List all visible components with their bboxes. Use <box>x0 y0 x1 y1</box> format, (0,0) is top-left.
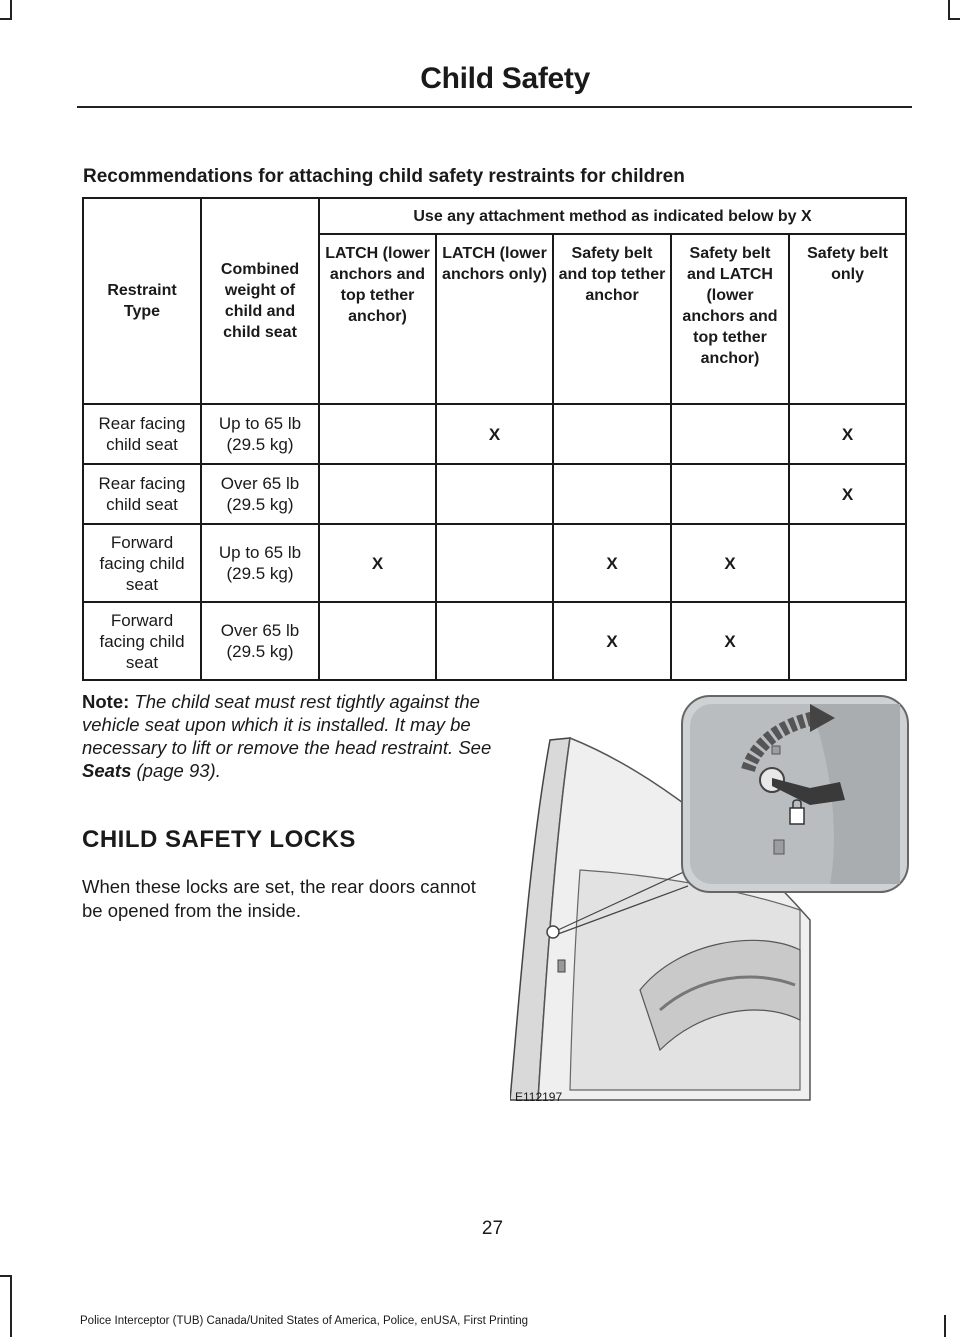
col-header-method: Safety belt and LATCH (lower anchors and top tether anchor) <box>671 234 789 404</box>
method-mark-cell <box>671 404 789 464</box>
crop-mark <box>944 1315 946 1337</box>
body-paragraph: When these locks are set, the rear doors cannot be opened from the inside. <box>82 876 476 921</box>
method-mark-cell: X <box>789 404 906 464</box>
section-heading: CHILD SAFETY LOCKS <box>82 826 356 853</box>
restraint-type-cell: Rear facing child seat <box>83 464 201 524</box>
method-mark-cell <box>319 464 436 524</box>
table-caption: Recommendations for attaching child safety restraints for children <box>83 166 685 187</box>
seats-reference-link[interactable]: Seats <box>82 760 132 781</box>
crop-mark <box>0 1275 12 1277</box>
col-header-method: LATCH (lower anchors and top tether anchor) <box>319 234 436 404</box>
col-header-method: Safety belt only <box>789 234 906 404</box>
restraint-type-cell: Forward facing child seat <box>83 524 201 602</box>
note-page-reference: (page 93). <box>136 760 221 781</box>
method-mark-cell <box>553 464 671 524</box>
table-row <box>83 404 906 464</box>
col-header-combined-weight: Combined weight of child and child seat <box>201 198 319 404</box>
method-mark-cell: X <box>789 464 906 524</box>
method-mark-cell <box>319 404 436 464</box>
crop-mark <box>948 18 960 20</box>
crop-mark <box>948 0 950 18</box>
page-number: 27 <box>481 1218 504 1239</box>
col-header-method: Safety belt and top tether anchor <box>553 234 671 404</box>
note-label: Note: <box>82 691 130 712</box>
table-row <box>83 464 906 524</box>
child-safety-lock-illustration <box>510 690 910 1110</box>
page-title: Child Safety <box>420 62 590 95</box>
col-header-restraint-type: Restraint Type <box>83 198 201 404</box>
method-mark-cell: X <box>436 404 553 464</box>
table-row <box>83 602 906 680</box>
col-header-attachment-group: Use any attachment method as indicated below by X <box>319 198 906 234</box>
restraint-table <box>82 197 907 681</box>
method-mark-cell: X <box>671 524 789 602</box>
footer-text: Police Interceptor (TUB) Canada/United States of America, Police, enUSA, First Printing <box>80 1315 529 1327</box>
header-rule <box>77 106 912 108</box>
weight-cell: Over 65 lb (29.5 kg) <box>201 602 319 680</box>
method-mark-cell <box>436 602 553 680</box>
table-row <box>83 524 906 602</box>
method-mark-cell <box>789 602 906 680</box>
method-mark-cell: X <box>553 524 671 602</box>
method-mark-cell <box>436 524 553 602</box>
method-mark-cell <box>671 464 789 524</box>
crop-mark <box>10 0 12 18</box>
weight-cell: Up to 65 lb (29.5 kg) <box>201 524 319 602</box>
restraint-type-cell: Forward facing child seat <box>83 602 201 680</box>
method-mark-cell <box>319 602 436 680</box>
figure-id: E112197 <box>515 1090 563 1104</box>
method-mark-cell <box>789 524 906 602</box>
col-header-method: LATCH (lower anchors only) <box>436 234 553 404</box>
note-body: The child seat must rest tightly against the vehicle seat upon which it is installed. It may be necessary to lift or remove the head restraint. See <box>82 691 492 758</box>
weight-cell: Up to 65 lb (29.5 kg) <box>201 404 319 464</box>
method-mark-cell: X <box>671 602 789 680</box>
note-paragraph <box>82 690 502 782</box>
crop-mark <box>0 18 12 20</box>
crop-mark <box>10 1277 12 1337</box>
weight-cell: Over 65 lb (29.5 kg) <box>201 464 319 524</box>
method-mark-cell <box>436 464 553 524</box>
method-mark-cell: X <box>319 524 436 602</box>
method-mark-cell: X <box>553 602 671 680</box>
restraint-type-cell: Rear facing child seat <box>83 404 201 464</box>
method-mark-cell <box>553 404 671 464</box>
